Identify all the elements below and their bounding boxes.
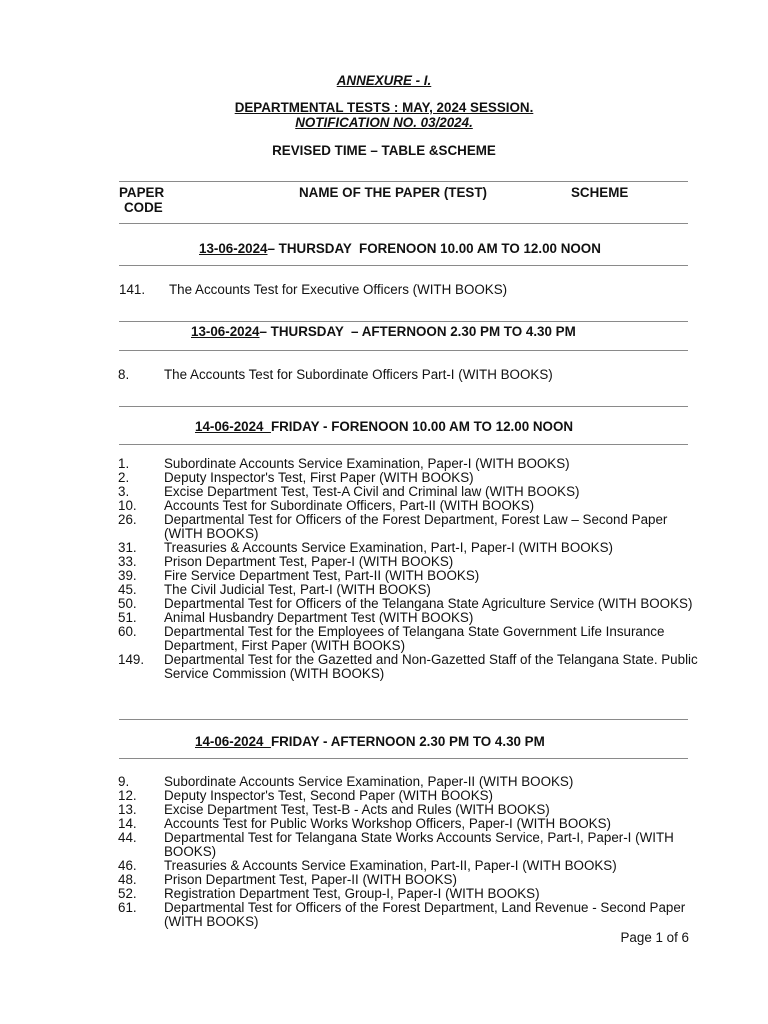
paper-name: Fire Service Department Test, Part-II (WITH BOOKS) [164,568,480,583]
list-item [118,625,698,653]
section-title-3 [195,419,573,434]
paper-code: 50. [118,596,137,611]
section-session: – THURSDAY FORENOON 10.00 AM TO 12.00 NOON [267,241,601,256]
list-item [118,457,698,471]
divider [119,265,688,266]
paper-code: 14. [118,816,137,831]
section-session: – THURSDAY – AFTERNOON 2.30 PM TO 4.30 PM [259,324,576,339]
paper-name: Subordinate Accounts Service Examination, Paper-II (WITH BOOKS) [164,774,574,789]
column-paper-code-line2: CODE [124,200,163,215]
paper-code: 46. [118,858,137,873]
paper-name: Departmental Test for the Employees of Telangana State Government Life Insurance Department, First Paper (WITH BOOKS) [164,624,665,653]
revised-subtitle: REVISED TIME – TABLE &SCHEME [272,143,496,158]
paper-code: 48. [118,872,137,887]
divider [119,223,688,224]
list-item [118,471,698,485]
annexure-title: ANNEXURE - I. [336,73,432,88]
list-item [118,611,698,625]
paper-code: 61. [118,900,137,915]
list-item [118,569,698,583]
list-item [118,831,698,859]
page-number: Page 1 of 6 [620,930,689,945]
divider [119,350,688,351]
paper-name: The Accounts Test for Subordinate Officers Part-I (WITH BOOKS) [164,367,553,382]
paper-name: Departmental Test for Officers of the Forest Department, Forest Law – Second Paper (WITH BOOKS) [164,512,668,541]
paper-name: Excise Department Test, Test-A Civil and Criminal law (WITH BOOKS) [164,484,580,499]
list-item [118,775,698,789]
list-item [118,597,698,611]
paper-code: 33. [118,554,137,569]
section-session: FRIDAY - FORENOON 10.00 AM TO 12.00 NOON [270,419,574,434]
divider [119,758,688,759]
list-item [118,653,698,681]
column-paper-code-line1: PAPER [119,185,165,200]
divider [119,321,688,322]
notification-number: NOTIFICATION NO. 03/2024. [295,115,473,130]
paper-name: Deputy Inspector's Test, First Paper (WITH BOOKS) [164,470,474,485]
divider [119,406,688,407]
section-date: 14-06-2024 [195,734,271,749]
list-item [118,873,698,887]
paper-code: 12. [118,788,137,803]
paper-name: Prison Department Test, Paper-I (WITH BOOKS) [164,554,454,569]
section-date: 13-06-2024 [199,241,268,256]
list-item [118,367,553,382]
paper-name: Excise Department Test, Test-B - Acts and Rules (WITH BOOKS) [164,802,550,817]
column-paper-name: NAME OF THE PAPER (TEST) [299,185,487,200]
paper-name: Departmental Test for Officers of the Telangana State Agriculture Service (WITH BOOKS) [164,596,693,611]
paper-list-section-4 [118,775,698,929]
paper-code: 60. [118,624,137,639]
section-date: 14-06-2024 [195,419,271,434]
divider [119,719,688,720]
paper-name: Animal Husbandry Department Test (WITH BOOKS) [164,610,474,625]
list-item [118,583,698,597]
list-item [118,803,698,817]
paper-code: 13. [118,802,137,817]
list-item [118,485,698,499]
divider [119,181,688,182]
paper-code: 3. [118,484,130,499]
paper-code: 8. [118,367,130,382]
list-item [118,901,698,929]
paper-list-section-3 [118,457,698,681]
session-title: DEPARTMENTAL TESTS : MAY, 2024 SESSION. [234,100,534,115]
section-title-1 [199,241,601,256]
paper-code: 141. [119,282,146,297]
paper-name: Registration Department Test, Group-I, Paper-I (WITH BOOKS) [164,886,540,901]
column-paper-code [119,185,164,215]
paper-name: Accounts Test for Public Works Workshop Officers, Paper-I (WITH BOOKS) [164,816,611,831]
paper-code: 149. [118,652,145,667]
paper-name: Departmental Test for the Gazetted and Non-Gazetted Staff of the Telangana State. Public Service Commission (WITH BOOKS) [164,652,698,681]
paper-code: 9. [118,774,130,789]
paper-code: 52. [118,886,137,901]
list-item [119,282,508,297]
section-date: 13-06-2024 [191,324,260,339]
paper-code: 44. [118,830,137,845]
paper-name: Departmental Test for Officers of the Forest Department, Land Revenue - Second Paper (WITH BOOKS) [164,900,686,929]
paper-name: The Civil Judicial Test, Part-I (WITH BOOKS) [164,582,431,597]
paper-code: 31. [118,540,137,555]
paper-name: Treasuries & Accounts Service Examination, Part-I, Paper-I (WITH BOOKS) [164,540,613,555]
paper-code: 26. [118,512,137,527]
column-scheme: SCHEME [571,185,629,200]
paper-name: The Accounts Test for Executive Officers (WITH BOOKS) [169,282,508,297]
paper-name: Departmental Test for Telangana State Works Accounts Service, Part-I, Paper-I (WITH BOOKS) [164,830,674,859]
section-title-2 [191,324,576,339]
paper-code: 39. [118,568,137,583]
list-item [118,817,698,831]
list-item [118,555,698,569]
divider [119,444,688,445]
section-title-4 [195,734,545,749]
section-session: FRIDAY - AFTERNOON 2.30 PM TO 4.30 PM [270,734,545,749]
paper-code: 1. [118,456,130,471]
paper-code: 45. [118,582,137,597]
list-item [118,499,698,513]
paper-code: 10. [118,498,137,513]
paper-name: Accounts Test for Subordinate Officers, Part-II (WITH BOOKS) [164,498,535,513]
list-item [118,513,698,541]
list-item [118,789,698,803]
list-item [118,887,698,901]
paper-name: Subordinate Accounts Service Examination, Paper-I (WITH BOOKS) [164,456,570,471]
paper-name: Deputy Inspector's Test, Second Paper (WITH BOOKS) [164,788,494,803]
paper-name: Prison Department Test, Paper-II (WITH BOOKS) [164,872,457,887]
list-item [118,859,698,873]
list-item [118,541,698,555]
paper-code: 51. [118,610,137,625]
paper-name: Treasuries & Accounts Service Examination, Part-II, Paper-I (WITH BOOKS) [164,858,617,873]
paper-code: 2. [118,470,130,485]
